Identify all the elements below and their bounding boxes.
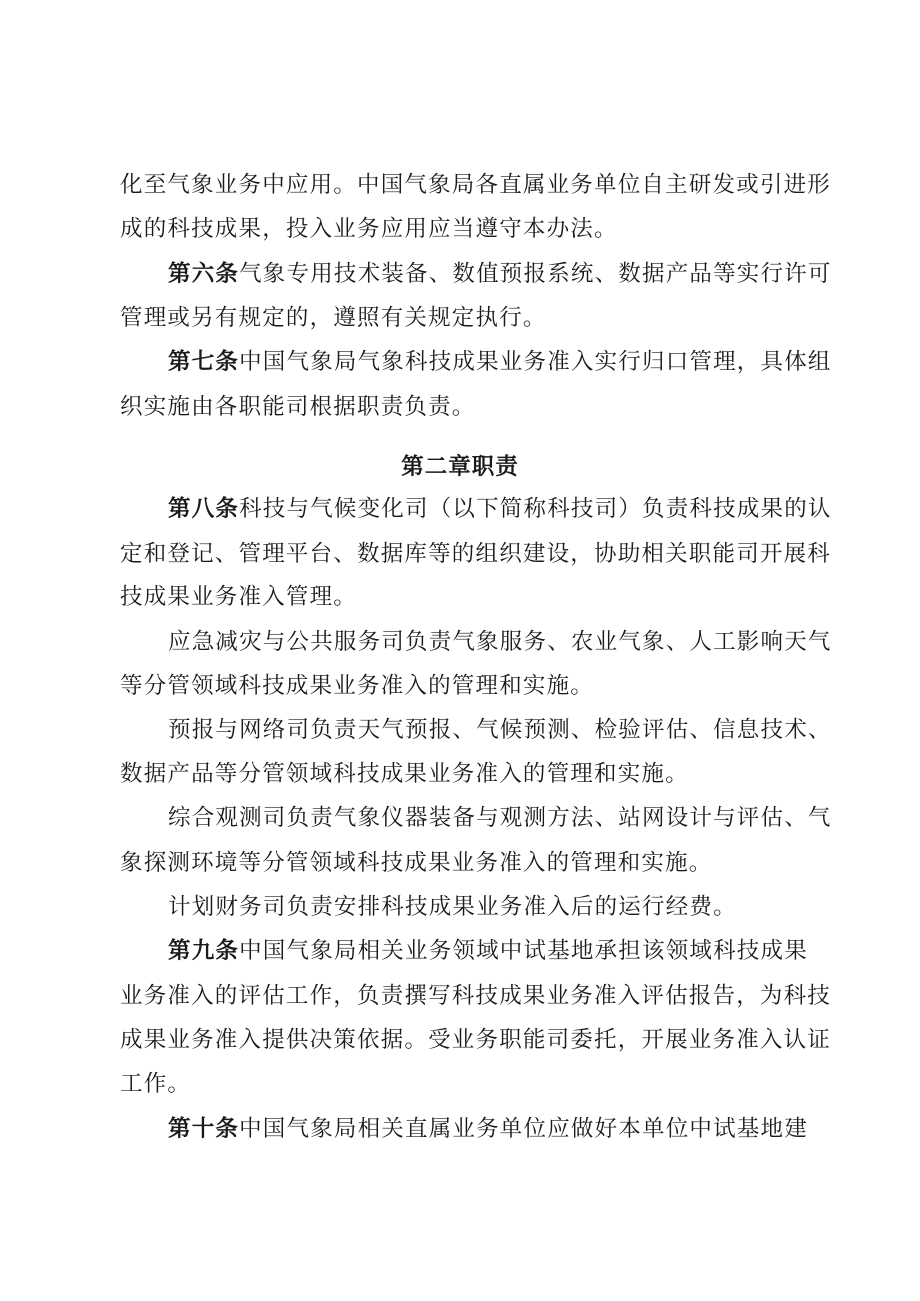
text-line: 计划财务司负责安排科技成果业务准入后的运行经费。: [168, 894, 737, 920]
article-8-paragraph: [168, 494, 832, 524]
text-line: 综合观测司负责气象仪器装备与观测方法、站网设计与评估、气: [168, 805, 832, 831]
text-line: 气象专用技术装备、数值预报系统、数据产品等实行许可: [239, 261, 832, 287]
text-line: 中国气象局相关业务领域中试基地承担该领域科技成果: [239, 938, 808, 964]
article-label: 第九条: [168, 938, 240, 964]
text-line: 业务准入的评估工作，负责撰写科技成果业务准入评估报告，为科技: [120, 983, 832, 1009]
article-label: 第八条: [168, 496, 240, 522]
article-9-paragraph: [168, 936, 810, 966]
article-label: 第十条: [168, 1116, 240, 1142]
text-line: 预报与网络司负责天气预报、气候预测、检验评估、信息技术、: [168, 717, 832, 743]
article-label: 第七条: [168, 349, 240, 375]
text-line: 中国气象局相关直属业务单位应做好本单位中试基地建: [239, 1116, 808, 1142]
text-line: 象探测环境等分管领域科技成果业务准入的管理和实施。: [120, 850, 713, 876]
text-line: 技成果业务准入管理。: [120, 584, 358, 610]
chapter-heading: 第二章职责: [401, 454, 519, 480]
text-line: 织实施由各职能司根据职责负责。: [120, 394, 476, 420]
text-line: 数据产品等分管领域科技成果业务准入的管理和实施。: [120, 761, 689, 787]
article-6-paragraph: [168, 259, 832, 289]
text-line: 等分管领域科技成果业务准入的管理和实施。: [120, 673, 595, 699]
article-10-paragraph: [168, 1114, 810, 1144]
text-line: 化至气象业务中应用。中国气象局各直属业务单位自主研发或引进形: [120, 172, 832, 198]
text-line: 成果业务准入提供决策依据。受业务职能司委托，开展业务准入认证: [120, 1027, 832, 1053]
text-line: 中国气象局气象科技成果业务准入实行归口管理，具体组: [239, 349, 832, 375]
text-line: 成的科技成果，投入业务应用应当遵守本办法。: [120, 216, 618, 242]
text-line: 管理或另有规定的，遵照有关规定执行。: [120, 305, 547, 331]
text-line: 科技与气候变化司（以下简称科技司）负责科技成果的认: [239, 496, 832, 522]
article-7-paragraph: [168, 347, 832, 377]
text-line: 定和登记、管理平台、数据库等的组织建设，协助相关职能司开展科: [120, 541, 832, 567]
article-label: 第六条: [168, 261, 240, 287]
text-line: 工作。: [120, 1071, 192, 1097]
text-line: 应急减灾与公共服务司负责气象服务、农业气象、人工影响天气: [168, 629, 832, 655]
